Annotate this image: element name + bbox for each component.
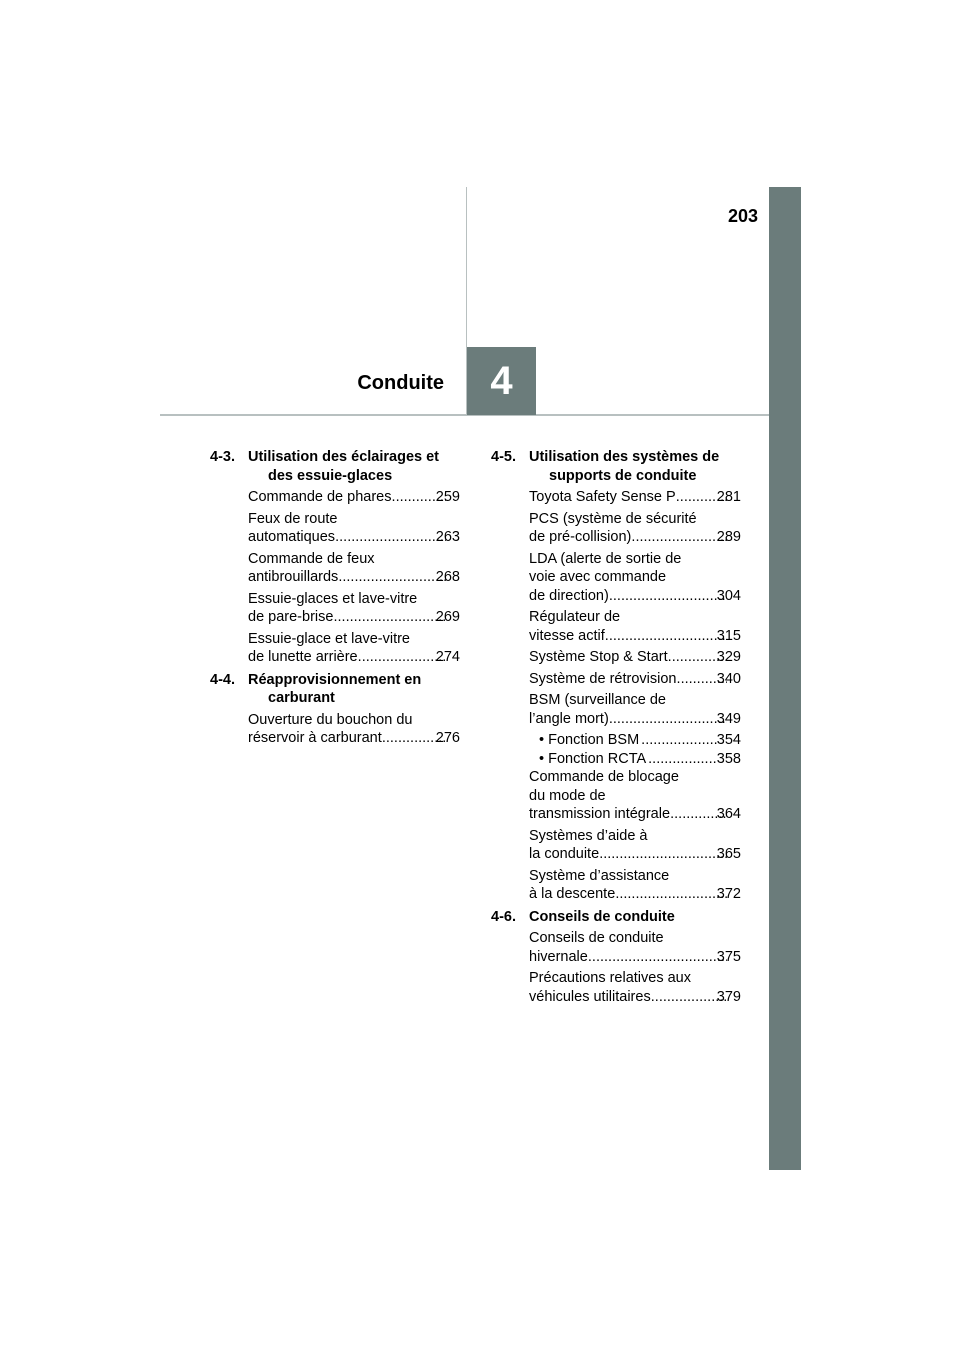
entry-text: du mode de	[529, 787, 606, 804]
section-heading	[210, 671, 460, 708]
section-title: Utilisation des systèmes de supports de conduite	[529, 449, 720, 484]
section-title: Conseils de conduite	[529, 908, 675, 925]
dot-leader	[358, 648, 446, 667]
entry-page-number: 276	[435, 730, 460, 746]
toc-entry-line	[529, 929, 741, 948]
entry-page-number: 329	[716, 649, 741, 665]
toc-entry[interactable]	[529, 768, 741, 824]
entry-page-number: 372	[716, 886, 741, 902]
toc-entry-line	[529, 805, 741, 824]
toc-section	[491, 908, 741, 1007]
dot-leader	[646, 750, 717, 769]
section-title: Réapprovisionnement en carburant	[248, 671, 422, 706]
entry-page-number: 349	[716, 710, 741, 727]
entry-text: vitesse actif	[529, 627, 605, 644]
toc-entry-line	[248, 488, 460, 507]
entry-text: de direction)	[529, 587, 609, 604]
toc-entry-line	[248, 528, 460, 547]
toc-section	[210, 671, 460, 748]
toc-entry[interactable]	[529, 648, 741, 667]
entry-text: de pare-brise	[248, 609, 334, 625]
toc-entry-line	[529, 787, 741, 806]
toc-entry-line	[529, 488, 741, 507]
section-heading	[491, 448, 741, 485]
entry-page-number: 354	[716, 732, 741, 748]
toc-entry[interactable]	[248, 550, 460, 587]
entry-text: • Fonction BSM	[539, 732, 640, 748]
toc-entry[interactable]	[529, 670, 741, 689]
entry-text: Commande de feux	[248, 550, 375, 567]
dot-leader	[338, 568, 446, 587]
section-heading	[210, 448, 460, 485]
entry-text: Régulateur de	[529, 609, 621, 625]
toc-entry-line	[248, 729, 460, 748]
entry-page-number: 340	[716, 670, 741, 687]
entry-page-number: 304	[716, 587, 741, 604]
section-title: Utilisation des éclairages et des essuie-glaces	[248, 449, 439, 484]
toc-entry-line	[248, 711, 460, 730]
entry-text: Toyota Safety Sense P	[529, 489, 676, 505]
toc-entry-line	[529, 885, 741, 904]
entry-text: transmission intégrale	[529, 806, 671, 822]
section-number: 4-3.	[210, 449, 235, 465]
entry-page-number: 268	[435, 569, 460, 585]
dot-leader	[609, 710, 727, 729]
toc-entry[interactable]	[529, 929, 741, 966]
toc-entry-line	[529, 550, 741, 569]
entry-page-number: 269	[435, 609, 460, 625]
toc-entry[interactable]	[529, 488, 741, 507]
toc-entry-line	[529, 988, 741, 1007]
toc-entry-line	[529, 969, 741, 988]
toc-section	[210, 448, 460, 667]
entry-text: Commande de phares	[248, 489, 392, 505]
toc-entry-line	[248, 568, 460, 587]
entry-text: Essuie-glace et lave-vitre	[248, 630, 410, 647]
toc-entry-line	[529, 648, 741, 667]
entry-page-number: 263	[435, 529, 460, 545]
entry-text: Système Stop & Start	[529, 649, 668, 665]
entry-text: réservoir à carburant	[248, 730, 382, 746]
entry-text: de pré-collision)	[529, 529, 632, 545]
entry-page-number: 358	[716, 750, 741, 767]
toc-entry-line	[248, 550, 460, 569]
toc-entry[interactable]	[248, 630, 460, 667]
entry-text: antibrouillards	[248, 569, 339, 585]
dot-leader	[639, 731, 717, 750]
toc-entry-line	[529, 510, 741, 529]
section-number: 4-4.	[210, 671, 235, 688]
toc-entry-line	[248, 630, 460, 649]
page-number: 203	[727, 206, 758, 226]
entry-text: la conduite	[529, 846, 600, 862]
entry-text: à la descente	[529, 886, 616, 902]
dot-leader	[333, 608, 445, 627]
toc-entry[interactable]	[248, 510, 460, 547]
entry-page-number: 289	[716, 529, 741, 545]
chapter-side-tab	[769, 187, 801, 1170]
toc-entry-line	[529, 670, 741, 689]
toc-entry[interactable]	[529, 510, 741, 547]
toc-entry-line	[529, 827, 741, 846]
toc-entry-line	[529, 528, 741, 547]
toc-right-column	[491, 448, 741, 1010]
toc-entry[interactable]	[248, 590, 460, 627]
toc-entry-line	[529, 768, 741, 787]
toc-entry[interactable]	[529, 691, 741, 728]
toc-sub-entry[interactable]	[529, 731, 741, 750]
entry-text: de lunette arrière	[248, 649, 358, 665]
entry-page-number: 259	[435, 489, 460, 505]
toc-entry-line	[248, 608, 460, 627]
dot-leader	[631, 528, 726, 547]
toc-sub-entry[interactable]	[529, 750, 741, 769]
toc-entry-line	[529, 568, 741, 587]
entry-text: BSM (surveillance de	[529, 692, 666, 708]
section-heading	[491, 908, 741, 927]
toc-entry-line	[248, 510, 460, 529]
chapter-number-box	[467, 347, 536, 415]
header-horizontal-rule	[160, 414, 769, 416]
toc-entry[interactable]	[529, 867, 741, 904]
entry-page-number: 375	[716, 948, 741, 965]
entry-text: • Fonction RCTA	[539, 750, 647, 767]
entry-page-number: 274	[435, 649, 460, 665]
toc-entry[interactable]	[529, 827, 741, 864]
section-number: 4-6.	[491, 908, 516, 925]
toc-entry-line	[529, 710, 741, 729]
entry-text: Conseils de conduite	[529, 930, 664, 946]
entry-text: voie avec commande	[529, 569, 667, 585]
entry-page-number: 281	[716, 489, 741, 505]
chapter-number: 4	[490, 358, 513, 403]
entry-text: PCS (système de sécurité	[529, 510, 697, 527]
entry-page-number: 365	[716, 846, 741, 862]
entry-text: Ouverture du bouchon du	[248, 711, 413, 728]
toc-entry-line	[529, 691, 741, 710]
toc-entry[interactable]	[529, 608, 741, 645]
entry-page-number: 315	[716, 627, 741, 644]
toc-entry[interactable]	[529, 550, 741, 606]
toc-section	[491, 448, 741, 904]
entry-text: hivernale	[529, 948, 588, 965]
entry-text: l’angle mort)	[529, 710, 609, 727]
toc-entry-line	[248, 590, 460, 609]
entry-text: Essuie-glaces et lave-vitre	[248, 590, 418, 607]
entry-text: LDA (alerte de sortie de	[529, 550, 682, 567]
entry-text: Feux de route	[248, 510, 338, 527]
entry-text: Systèmes d’aide à	[529, 827, 648, 844]
toc-entry-line	[529, 948, 741, 967]
toc-entry-line	[529, 867, 741, 886]
dot-leader	[651, 988, 727, 1007]
toc-entry-line	[529, 627, 741, 646]
entry-page-number: 379	[716, 988, 741, 1005]
toc-entry[interactable]	[529, 969, 741, 1006]
dot-leader	[609, 587, 727, 606]
toc-entry-line	[529, 845, 741, 864]
dot-leader	[588, 948, 727, 967]
entry-text: Précautions relatives aux	[529, 970, 691, 986]
toc-entry[interactable]	[248, 711, 460, 748]
toc-entry-line	[248, 648, 460, 667]
toc-entry[interactable]	[248, 488, 460, 507]
entry-text: véhicules utilitaires	[529, 988, 651, 1005]
entry-text: Système de rétrovision	[529, 670, 677, 687]
toc-entry-line	[529, 587, 741, 606]
chapter-title: Conduite	[357, 372, 444, 394]
dot-leader	[605, 627, 727, 646]
entry-page-number: 364	[716, 806, 741, 822]
dot-leader	[599, 845, 727, 864]
section-number: 4-5.	[491, 449, 516, 465]
entry-text: Commande de blocage	[529, 769, 679, 785]
toc-entry-line	[529, 608, 741, 627]
toc-left-column	[210, 448, 460, 752]
entry-text: Système d’assistance	[529, 867, 670, 884]
dot-leader	[615, 885, 727, 904]
entry-text: automatiques	[248, 529, 336, 545]
dot-leader	[335, 528, 446, 547]
